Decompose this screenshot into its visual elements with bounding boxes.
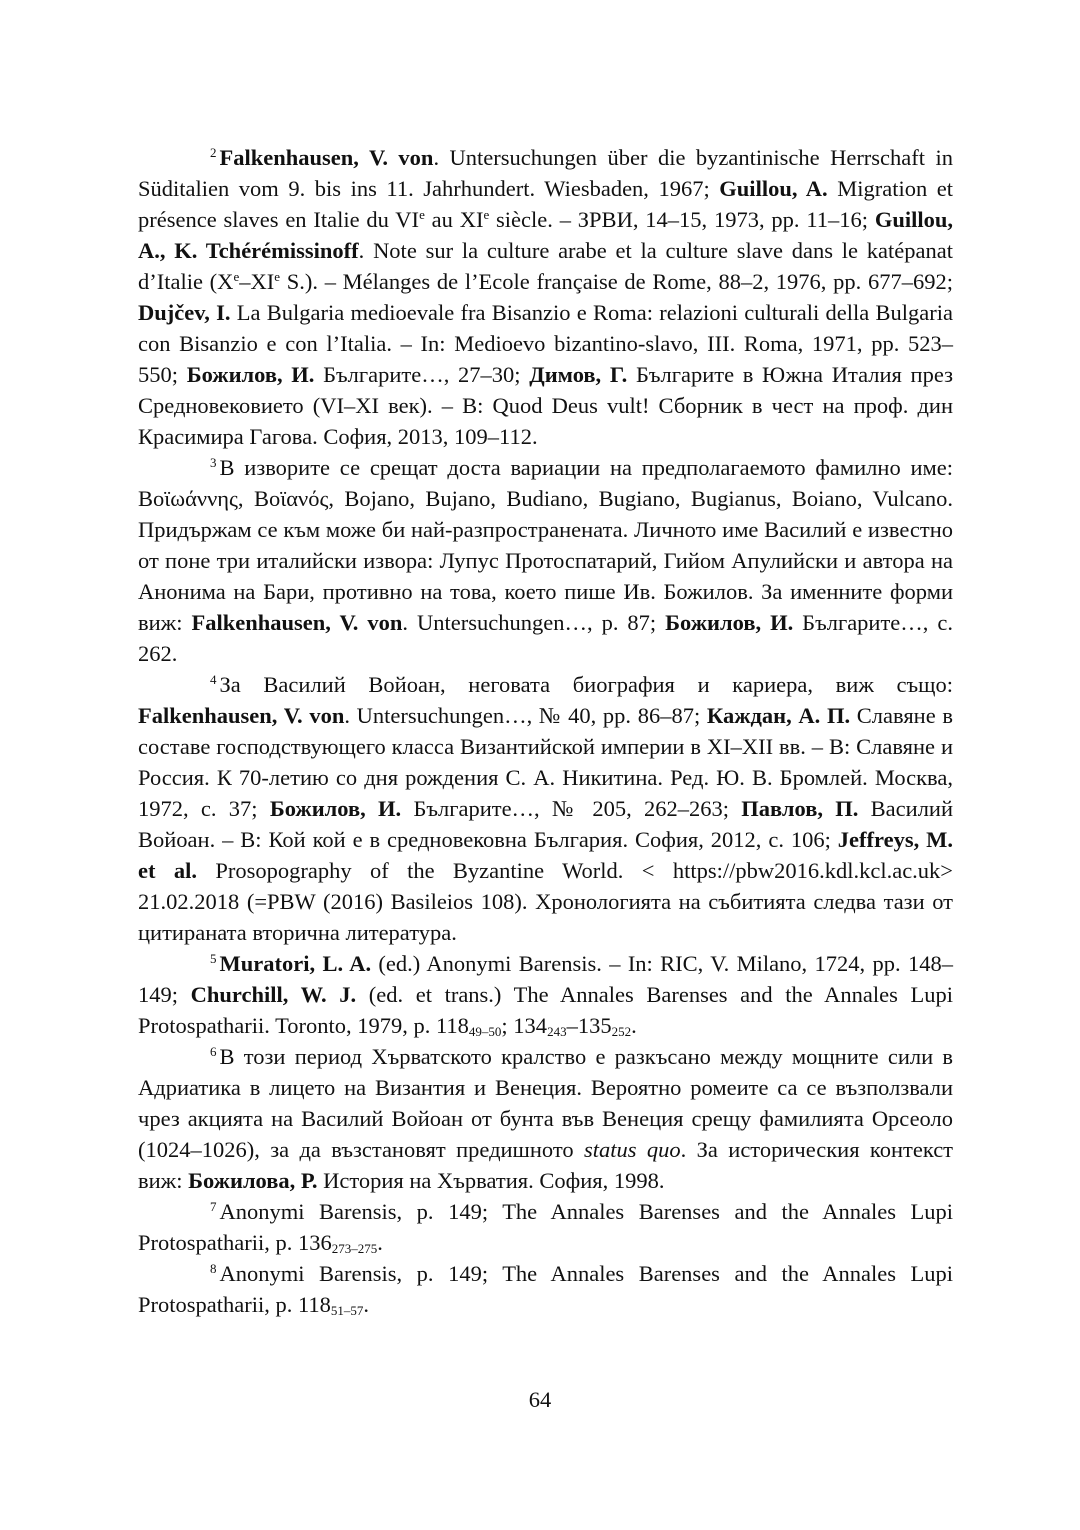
- citation-author: Божилова, Р.: [188, 1168, 318, 1193]
- page-number: 64: [528, 1387, 552, 1412]
- footnote-7: [138, 1196, 953, 1258]
- footnote-text: ; 134: [501, 1013, 548, 1038]
- footnote-index-mark: e: [274, 269, 280, 284]
- footnote-text: –135: [566, 1013, 612, 1038]
- footnote-text: . Untersuchungen über die byzantinische Herrschaft in Süditalien vom 9. bis ins 11. Jahrhundert. Wiesbaden, 1967;: [138, 145, 954, 201]
- footnote-text: .: [631, 1013, 637, 1038]
- citation-author: Божилов, И.: [269, 796, 402, 821]
- footnote-text: siècle. – ЗРВИ, 14–15, 1973, pp. 11–16;: [489, 207, 875, 232]
- footnote-index-mark: e: [233, 269, 240, 284]
- footnote-text: . Note sur la culture arabe et la culture slave dans le katépanat d’Italie (X: [138, 238, 953, 294]
- footnote-text: Българите…, 27–30;: [314, 362, 530, 387]
- citation-author: Falkenhausen, V. von: [138, 703, 345, 728]
- footnote-text: S.). – Mélanges de l’Ecole française de Rome, 88–2, 1976, pp. 677–692;: [280, 269, 953, 294]
- footnote-text: Славяне в составе господствующего класса Византийской империи в XI–XII вв. – В: Славяне и Россия. К 70-летию со дня рождения С. А. Никитина. Ред. Ю. В. Бромлей. Москва, 1972, с. 37;: [138, 703, 953, 821]
- citation-author: Falkenhausen, V. von: [219, 145, 434, 170]
- footnotes-block: [138, 142, 953, 1320]
- footnote-text: В изворите се срещат доста вариации на предполагаемото фамилно име: Βοϊωάννης, Βοϊανός, Bojano, Bujano, Budiano, Bugiano, Bugianus, Boiano, Vulcano. Придържам се към може би най-разпространената. Личното име Василий е известно от поне три италийски извора: Лупус Протоспатарий, Гийом Апулийски и автора на Анонима на Бари, противно на това, което пише Ив. Божилов. За именните форми виж:: [138, 455, 953, 635]
- footnote-number: 3: [210, 455, 217, 470]
- footnote-text: Prosopography of the Byzantine World. < https://pbw2016.kdl.kcl.ac.uk> 21.02.2018 (=PBW (2016) Basileios 108). Хронологията на събитията следва тази от цитираната вторична литература.: [138, 858, 953, 945]
- footnote-text: . Untersuchungen…, № 40, pp. 86–87;: [344, 703, 707, 728]
- footnote-index-mark: e: [419, 207, 425, 222]
- citation-author: Каждан, А. П.: [706, 703, 851, 728]
- footnote-3: [138, 452, 953, 669]
- footnote-index-mark: 51–57: [330, 1303, 364, 1318]
- footnote-index-mark: e: [483, 207, 490, 222]
- footnote-text: Migration et présence slaves en Italie du VI: [138, 176, 953, 232]
- citation-author: Jeffreys, M. et al.: [138, 827, 954, 883]
- citation-author: Димов, Г.: [529, 362, 628, 387]
- footnote-text: В този период Хърватското кралство е разкъсано между мощните сили в Адриатика в лицето на Византия и Венеция. Вероятно ромеите са се възползвали чрез акцията на Василий Войоан от бунта във Венеция срещу фамилията Орсеоло (1024–1026), за да възстановят предишното: [138, 1044, 953, 1162]
- citation-author: Guillou, A., K. Tchérémissinoff: [138, 207, 953, 263]
- footnote-number: 5: [210, 951, 217, 966]
- footnote-5: [138, 948, 953, 1041]
- citation-author: Dujčev, I.: [138, 300, 231, 325]
- footnote-8: [138, 1258, 953, 1320]
- footnote-text: .: [363, 1292, 370, 1317]
- citation-author: Churchill, W. J.: [190, 982, 357, 1007]
- footnote-text: Българите…, с. 262.: [138, 610, 954, 666]
- footnote-text: Anonymi Barensis, p. 149; The Annales Barenses and the Annales Lupi Protospatharii, p. 118: [138, 1261, 953, 1317]
- citation-author: Божилов, И.: [186, 362, 315, 387]
- footnote-text: Българите…, № 205, 262–263;: [401, 796, 742, 821]
- footnote-index-mark: 273–275: [331, 1241, 378, 1256]
- citation-author: Muratori, L. A.: [219, 951, 372, 976]
- footnote-2: [138, 142, 953, 452]
- footnote-number: 7: [210, 1199, 217, 1214]
- citation-author: Павлов, П.: [741, 796, 859, 821]
- footnote-number: 4: [210, 672, 217, 687]
- footnote-index-mark: 49–50: [468, 1024, 502, 1039]
- footnote-4: [138, 669, 953, 948]
- footnote-number: 6: [210, 1044, 217, 1059]
- footnote-number: 8: [210, 1261, 217, 1276]
- footnote-text: Василий Войоан. – В: Кой кой е в средновековна България. София, 2012, с. 106;: [138, 796, 953, 852]
- citation-author: Божилов, И.: [665, 610, 794, 635]
- footnote-index-mark: 243: [547, 1024, 567, 1039]
- footnote-text: –XI: [239, 269, 275, 294]
- footnote-text: (ed. et trans.) The Annales Barenses and the Annales Lupi Protospatharii. Toronto, 1979, p. 118: [138, 982, 953, 1038]
- footnote-index-mark: 252: [611, 1024, 632, 1039]
- footnote-text: За Василий Войоан, неговата биография и кариера, виж също:: [219, 672, 953, 697]
- footnote-text: (ed.) Anonymi Barensis. – In: RIC, V. Milano, 1724, pp. 148–149;: [138, 951, 953, 1007]
- footnote-text: История на Хърватия. София, 1998.: [317, 1168, 665, 1193]
- footnote-text: au XI: [424, 207, 484, 232]
- citation-author: Guillou, A.: [719, 176, 828, 201]
- citation-author: Falkenhausen, V. von: [191, 610, 403, 635]
- footnote-text: La Bulgaria medioevale fra Bisanzio e Roma: relazioni culturali della Bulgaria con Bisanzio e con l’Italia. – In: Medioevo bizantino-slavo, III. Roma, 1971, pp. 523–550;: [138, 300, 953, 387]
- footnote-text: status quo: [584, 1137, 681, 1162]
- footnote-text: . Untersuchungen…, p. 87;: [402, 610, 666, 635]
- footnote-number: 2: [210, 145, 217, 160]
- footnote-text: .: [377, 1230, 383, 1255]
- footnote-text: Anonymi Barensis, p. 149; The Annales Barenses and the Annales Lupi Protospatharii, p. 136: [138, 1199, 953, 1255]
- footnote-text: . За историческия контекст виж:: [138, 1137, 954, 1193]
- footnote-6: [138, 1041, 953, 1196]
- footnote-text: Българите в Южна Италия през Средновековието (VI–XI век). – В: Quod Deus vult! Сборник в чест на проф. дин Красимира Гагова. София, 2013, 109–112.: [138, 362, 953, 449]
